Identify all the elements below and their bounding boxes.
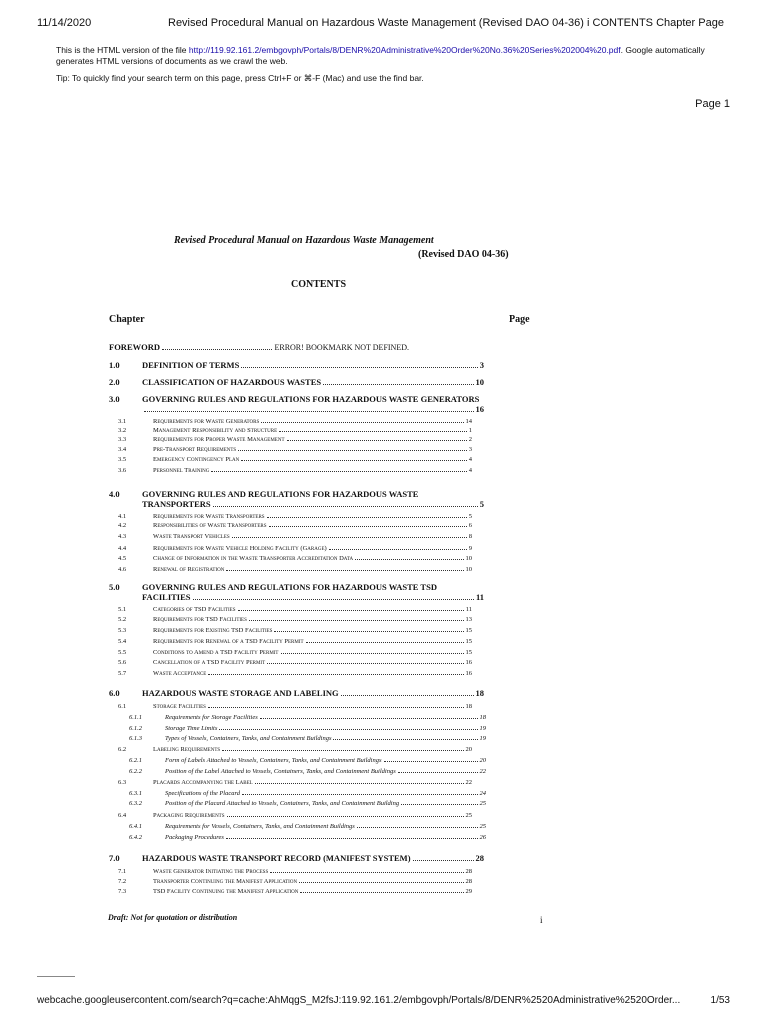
toc-entry-number: 4.0 bbox=[109, 489, 120, 499]
toc-leader-dots bbox=[208, 673, 463, 675]
toc-entry[interactable] bbox=[153, 779, 472, 786]
toc-entry-label: Placards Accompanying the Label bbox=[153, 779, 253, 786]
search-tip: Tip: To quickly find your search term on this page, press Ctrl+F or ⌘-F (Mac) and use the find bar. bbox=[56, 73, 424, 83]
print-page-count: 1/53 bbox=[710, 995, 730, 1006]
toc-entry-number: 6.2.2 bbox=[129, 768, 142, 775]
toc-entry[interactable] bbox=[153, 533, 472, 540]
toc-leader-dots bbox=[232, 536, 467, 538]
toc-leader-dots bbox=[227, 815, 464, 817]
toc-leader-dots bbox=[208, 706, 464, 708]
toc-leader-dots bbox=[329, 548, 467, 550]
toc-entry[interactable] bbox=[142, 404, 484, 414]
print-date: 11/14/2020 bbox=[37, 17, 92, 29]
toc-entry[interactable] bbox=[153, 456, 472, 463]
toc-entry-number: 4.5 bbox=[118, 555, 127, 562]
toc-entry-page: 5 bbox=[479, 499, 484, 509]
toc-entry-page: 18 bbox=[479, 714, 486, 721]
toc-entry-number: 6.4.1 bbox=[129, 823, 142, 830]
toc-entry-label: Responsibilities of Waste Transporters bbox=[153, 522, 267, 529]
toc-entry[interactable] bbox=[153, 659, 472, 666]
toc-leader-dots bbox=[287, 439, 467, 441]
toc-entry-label: TSD Facility Continuing the Manifest Application bbox=[153, 888, 299, 895]
toc-entry[interactable] bbox=[153, 868, 472, 875]
toc-leader-dots bbox=[219, 728, 477, 730]
toc-entry-label: Requirements for Waste Vehicle Holding Facility (Garage) bbox=[153, 545, 327, 552]
toc-entry-label: Requirements for TSD Facilities bbox=[153, 616, 247, 623]
toc-entry-label: Specifications of the Placard bbox=[165, 790, 241, 797]
toc-entry-label: Position of the Placard Attached to Vessels, Containers, Tanks, and Containment Building bbox=[165, 800, 400, 807]
toc-entry-label: FACILITIES bbox=[142, 592, 191, 602]
toc-entry-number: 6.4.2 bbox=[129, 834, 142, 841]
toc-entry-number: 3.5 bbox=[118, 456, 127, 463]
toc-entry-page: 1 bbox=[468, 427, 472, 434]
toc-entry[interactable] bbox=[153, 446, 472, 453]
toc-leader-dots bbox=[241, 366, 477, 368]
toc-entry[interactable] bbox=[165, 790, 486, 797]
toc-entry-label: Requirements for Vessels, Containers, Tanks, and Containment Buildings bbox=[165, 823, 355, 830]
toc-entry-number: 1.0 bbox=[109, 360, 120, 370]
source-pdf-link[interactable]: http://119.92.161.2/embgovph/Portals/8/DENR%20Administrative%20Order%20No.36%20Series%202004%20.pdf bbox=[188, 45, 621, 55]
toc-entry-page: 20 bbox=[465, 746, 472, 753]
toc-entry-number: 6.1.3 bbox=[129, 735, 142, 742]
toc-leader-dots bbox=[413, 859, 474, 861]
toc-entry-label: Personnel Training bbox=[153, 467, 210, 474]
notice-suffix: . Google automatically generates HTML versions of documents as we crawl the web. bbox=[56, 45, 705, 66]
toc-entry-page: 25 bbox=[465, 812, 472, 819]
toc-entry-page: 11 bbox=[465, 606, 472, 613]
toc-leader-dots bbox=[341, 694, 474, 696]
toc-leader-dots bbox=[193, 598, 474, 600]
toc-entry[interactable] bbox=[165, 735, 486, 742]
toc-entry[interactable] bbox=[165, 823, 486, 830]
toc-entry-page: 24 bbox=[479, 790, 486, 797]
toc-leader-dots bbox=[226, 837, 478, 839]
toc-entry-number: 5.1 bbox=[118, 606, 127, 613]
toc-entry-label: Emergency Contingency Plan bbox=[153, 456, 240, 463]
toc-leader-dots bbox=[333, 738, 477, 740]
toc-entry-number: 3.0 bbox=[109, 394, 120, 404]
toc-entry[interactable] bbox=[153, 513, 472, 520]
toc-entry[interactable] bbox=[153, 436, 472, 443]
contents-heading: CONTENTS bbox=[291, 279, 347, 290]
toc-entry-page: 18 bbox=[465, 703, 472, 710]
toc-entry[interactable] bbox=[165, 800, 486, 807]
toc-entry-page: 28 bbox=[475, 853, 484, 863]
toc-entry-label-line: GOVERNING RULES AND REGULATIONS FOR HAZARDOUS WASTE GENERATORS bbox=[142, 394, 480, 404]
notice-prefix: This is the HTML version of the file bbox=[56, 45, 189, 55]
toc-leader-dots bbox=[261, 421, 463, 423]
toc-entry-label: Requirements for Proper Waste Management bbox=[153, 436, 285, 443]
toc-entry[interactable] bbox=[109, 342, 409, 352]
toc-leader-dots bbox=[306, 641, 464, 643]
toc-entry-number: 4.2 bbox=[118, 522, 127, 529]
print-header-title: Revised Procedural Manual on Hazardous Waste Management (Revised DAO 04-36) i CONTENTS Chapter Page bbox=[168, 17, 724, 29]
toc-leader-dots bbox=[299, 881, 463, 883]
toc-entry[interactable] bbox=[153, 566, 472, 573]
toc-leader-dots bbox=[242, 793, 477, 795]
toc-leader-dots bbox=[267, 516, 467, 518]
toc-leader-dots bbox=[401, 803, 477, 805]
toc-entry-label: Waste Acceptance bbox=[153, 670, 207, 677]
toc-entry-page: 28 bbox=[465, 868, 472, 875]
toc-entry[interactable] bbox=[153, 703, 472, 710]
toc-entry-label: Form of Labels Attached to Vessels, Containers, Tanks, and Containment Buildings bbox=[165, 757, 382, 764]
toc-entry-label: Pre-Transport Requirements bbox=[153, 446, 237, 453]
toc-leader-dots bbox=[241, 459, 466, 461]
toc-entry-page: 10 bbox=[465, 566, 472, 573]
toc-entry[interactable] bbox=[153, 746, 472, 753]
toc-entry-page: 2 bbox=[468, 436, 472, 443]
toc-entry-number: 5.4 bbox=[118, 638, 127, 645]
toc-entry[interactable] bbox=[153, 616, 472, 623]
toc-entry-page: 25 bbox=[479, 823, 486, 830]
toc-entry[interactable] bbox=[153, 627, 472, 634]
toc-entry[interactable] bbox=[165, 768, 486, 775]
toc-entry[interactable] bbox=[153, 649, 472, 656]
toc-entry-page: 18 bbox=[475, 688, 484, 698]
toc-entry-label: Labeling Requirements bbox=[153, 746, 221, 753]
toc-entry-number: 5.6 bbox=[118, 659, 127, 666]
toc-entry-label: Conditions to Amend a TSD Facility Permit bbox=[153, 649, 279, 656]
toc-entry-number: 3.2 bbox=[118, 427, 127, 434]
document-subtitle: (Revised DAO 04-36) bbox=[418, 249, 509, 260]
toc-entry-number: 6.4 bbox=[118, 812, 127, 819]
toc-entry-page: 14 bbox=[465, 418, 472, 425]
toc-entry-number: 6.2.1 bbox=[129, 757, 142, 764]
toc-entry-number: 7.0 bbox=[109, 853, 120, 863]
toc-leader-dots bbox=[323, 383, 473, 385]
print-footer-url: webcache.googleusercontent.com/search?q=cache:AhMqgS_M2fsJ:119.92.161.2/embgovph/Portals/8/DENR%2520Administrative%2520Order... bbox=[37, 995, 681, 1006]
toc-entry-label: Waste Transport Vehicles bbox=[153, 533, 230, 540]
toc-entry-page: 3 bbox=[479, 360, 484, 370]
toc-entry-number: 4.4 bbox=[118, 545, 127, 552]
toc-entry-number: 4.6 bbox=[118, 566, 127, 573]
toc-leader-dots bbox=[255, 782, 464, 784]
toc-entry[interactable] bbox=[153, 522, 472, 529]
toc-entry-page: 15 bbox=[465, 638, 472, 645]
toc-entry[interactable] bbox=[153, 606, 472, 613]
toc-entry-label: Renewal of Registration bbox=[153, 566, 225, 573]
toc-leader-dots bbox=[249, 619, 464, 621]
toc-entry-label: Packaging Requirements bbox=[153, 812, 225, 819]
toc-leader-dots bbox=[213, 505, 478, 507]
toc-leader-dots bbox=[384, 760, 478, 762]
toc-entry[interactable] bbox=[153, 555, 472, 562]
toc-leader-dots bbox=[357, 826, 478, 828]
toc-entry-number: 2.0 bbox=[109, 377, 120, 387]
toc-leader-dots bbox=[260, 717, 478, 719]
toc-entry-label: Requirements for Renewal of a TSD Facility Permit bbox=[153, 638, 304, 645]
toc-leader-dots bbox=[238, 609, 464, 611]
toc-entry-number: 3.6 bbox=[118, 467, 127, 474]
toc-entry-label: FOREWORD bbox=[109, 342, 160, 352]
toc-entry-number: 7.2 bbox=[118, 878, 127, 885]
toc-entry-label: Change of Information in the Waste Transporter Accreditation Data bbox=[153, 555, 354, 562]
footnote-divider bbox=[37, 976, 75, 977]
toc-entry-page: 6 bbox=[468, 522, 472, 529]
toc-entry-page: 19 bbox=[479, 735, 486, 742]
toc-entry-label: Waste Generator Initiating the Process bbox=[153, 868, 269, 875]
toc-entry[interactable] bbox=[165, 757, 486, 764]
toc-leader-dots bbox=[238, 449, 467, 451]
toc-entry-page: 15 bbox=[465, 627, 472, 634]
toc-leader-dots bbox=[211, 470, 466, 472]
toc-leader-dots bbox=[226, 569, 463, 571]
toc-entry[interactable] bbox=[142, 688, 484, 698]
toc-entry[interactable] bbox=[165, 834, 486, 841]
toc-entry-label: Management Responsibility and Structure bbox=[153, 427, 278, 434]
toc-entry-number: 5.2 bbox=[118, 616, 127, 623]
page-number-label: Page 1 bbox=[695, 98, 730, 110]
draft-notice: Draft: Not for quotation or distribution bbox=[108, 913, 238, 922]
toc-entry-page: 16 bbox=[475, 404, 484, 414]
toc-entry-number: 5.3 bbox=[118, 627, 127, 634]
toc-entry-label: Types of Vessels, Containers, Tanks, and Containment Buildings bbox=[165, 735, 332, 742]
toc-entry-page: 15 bbox=[465, 649, 472, 656]
toc-leader-dots bbox=[274, 630, 463, 632]
toc-leader-dots bbox=[222, 749, 463, 751]
toc-entry[interactable] bbox=[165, 725, 486, 732]
toc-entry-page: 25 bbox=[479, 800, 486, 807]
toc-leader-dots bbox=[267, 662, 463, 664]
toc-leader-dots bbox=[162, 348, 272, 350]
toc-entry-number: 7.3 bbox=[118, 888, 127, 895]
toc-leader-dots bbox=[279, 430, 467, 432]
toc-leader-dots bbox=[398, 771, 478, 773]
toc-entry-number: 3.4 bbox=[118, 446, 127, 453]
toc-entry-number: 6.1.1 bbox=[129, 714, 142, 721]
toc-entry[interactable] bbox=[153, 467, 472, 474]
toc-entry-label: DEFINITION OF TERMS bbox=[142, 360, 240, 370]
toc-entry[interactable] bbox=[142, 853, 484, 863]
toc-entry-page: 22 bbox=[465, 779, 472, 786]
toc-leader-dots bbox=[269, 525, 467, 527]
toc-entry-page: 4 bbox=[468, 456, 472, 463]
toc-entry-label-line: GOVERNING RULES AND REGULATIONS FOR HAZARDOUS WASTE TSD bbox=[142, 582, 437, 592]
toc-entry-page: ERROR! BOOKMARK NOT DEFINED. bbox=[274, 343, 409, 352]
toc-entry-label: HAZARDOUS WASTE STORAGE AND LABELING bbox=[142, 688, 339, 698]
toc-entry-number: 6.1 bbox=[118, 703, 127, 710]
toc-entry-label: TRANSPORTERS bbox=[142, 499, 211, 509]
toc-entry-number: 6.0 bbox=[109, 688, 120, 698]
toc-entry-label: Packaging Procedures bbox=[165, 834, 224, 841]
toc-entry-page: 22 bbox=[479, 768, 486, 775]
toc-entry-label-line: GOVERNING RULES AND REGULATIONS FOR HAZARDOUS WASTE bbox=[142, 489, 419, 499]
toc-entry-label: Requirements for Storage Facilities bbox=[165, 714, 258, 721]
toc-entry-page: 13 bbox=[465, 616, 472, 623]
toc-entry-page: 26 bbox=[479, 834, 486, 841]
toc-entry-page: 5 bbox=[468, 513, 472, 520]
toc-entry[interactable] bbox=[153, 638, 472, 645]
toc-entry-number: 5.5 bbox=[118, 649, 127, 656]
toc-entry-label: Categories of TSD Facilities bbox=[153, 606, 236, 613]
toc-entry-page: 16 bbox=[465, 670, 472, 677]
toc-leader-dots bbox=[300, 891, 463, 893]
toc-entry-page: 11 bbox=[475, 592, 484, 602]
toc-leader-dots bbox=[281, 652, 464, 654]
toc-entry-page: 9 bbox=[468, 545, 472, 552]
document-title: Revised Procedural Manual on Hazardous Waste Management bbox=[174, 235, 434, 246]
toc-entry-page: 4 bbox=[468, 467, 472, 474]
toc-entry-number: 6.2 bbox=[118, 746, 127, 753]
toc-entry-number: 4.1 bbox=[118, 513, 127, 520]
toc-entry[interactable] bbox=[153, 545, 472, 552]
toc-entry[interactable] bbox=[153, 670, 472, 677]
toc-entry-label: HAZARDOUS WASTE TRANSPORT RECORD (MANIFEST SYSTEM) bbox=[142, 853, 411, 863]
toc-entry-page: 28 bbox=[465, 878, 472, 885]
toc-entry-number: 5.0 bbox=[109, 582, 120, 592]
toc-entry-label: Storage Facilities bbox=[153, 703, 206, 710]
toc-entry[interactable] bbox=[153, 878, 472, 885]
page-column-header: Page bbox=[509, 314, 530, 325]
toc-entry-number: 7.1 bbox=[118, 868, 127, 875]
toc-entry-number: 6.3.2 bbox=[129, 800, 142, 807]
toc-leader-dots bbox=[270, 871, 463, 873]
toc-entry[interactable] bbox=[142, 592, 484, 602]
toc-leader-dots bbox=[144, 410, 474, 412]
toc-entry-label: Requirements for Waste Generators bbox=[153, 418, 260, 425]
toc-entry-number: 5.7 bbox=[118, 670, 127, 677]
toc-entry[interactable] bbox=[165, 714, 486, 721]
document-page-number: i bbox=[540, 915, 543, 925]
toc-entry-page: 3 bbox=[468, 446, 472, 453]
toc-entry-page: 8 bbox=[468, 533, 472, 540]
toc-leader-dots bbox=[355, 558, 463, 560]
toc-entry-label: Transporter Continuing the Manifest Application bbox=[153, 878, 298, 885]
toc-entry-page: 19 bbox=[479, 725, 486, 732]
chapter-column-header: Chapter bbox=[109, 314, 145, 325]
toc-entry-label: Position of the Label Attached to Vessels, Containers, Tanks, and Containment Buildings bbox=[165, 768, 396, 775]
toc-entry-label: Storage Time Limits bbox=[165, 725, 218, 732]
toc-entry-number: 6.3.1 bbox=[129, 790, 142, 797]
toc-entry-number: 3.3 bbox=[118, 436, 127, 443]
toc-entry-number: 6.1.2 bbox=[129, 725, 142, 732]
toc-entry-page: 29 bbox=[465, 888, 472, 895]
toc-entry[interactable] bbox=[142, 377, 484, 387]
toc-entry[interactable] bbox=[153, 418, 472, 425]
toc-entry-label: Requirements for Existing TSD Facilities bbox=[153, 627, 273, 634]
toc-entry[interactable] bbox=[153, 812, 472, 819]
toc-entry-page: 20 bbox=[479, 757, 486, 764]
toc-entry-number: 6.3 bbox=[118, 779, 127, 786]
toc-entry-label: Requirements for Waste Transporters bbox=[153, 513, 265, 520]
toc-entry-number: 4.3 bbox=[118, 533, 127, 540]
toc-entry-page: 10 bbox=[465, 555, 472, 562]
toc-entry-page: 10 bbox=[475, 377, 484, 387]
toc-entry-label: CLASSIFICATION OF HAZARDOUS WASTES bbox=[142, 377, 322, 387]
toc-entry-label: Cancellation of a TSD Facility Permit bbox=[153, 659, 266, 666]
toc-entry[interactable] bbox=[142, 360, 484, 370]
toc-entry[interactable] bbox=[153, 888, 472, 895]
toc-entry[interactable] bbox=[142, 499, 484, 509]
toc-entry-number: 3.1 bbox=[118, 418, 127, 425]
toc-entry[interactable] bbox=[153, 427, 472, 434]
toc-entry-page: 16 bbox=[465, 659, 472, 666]
